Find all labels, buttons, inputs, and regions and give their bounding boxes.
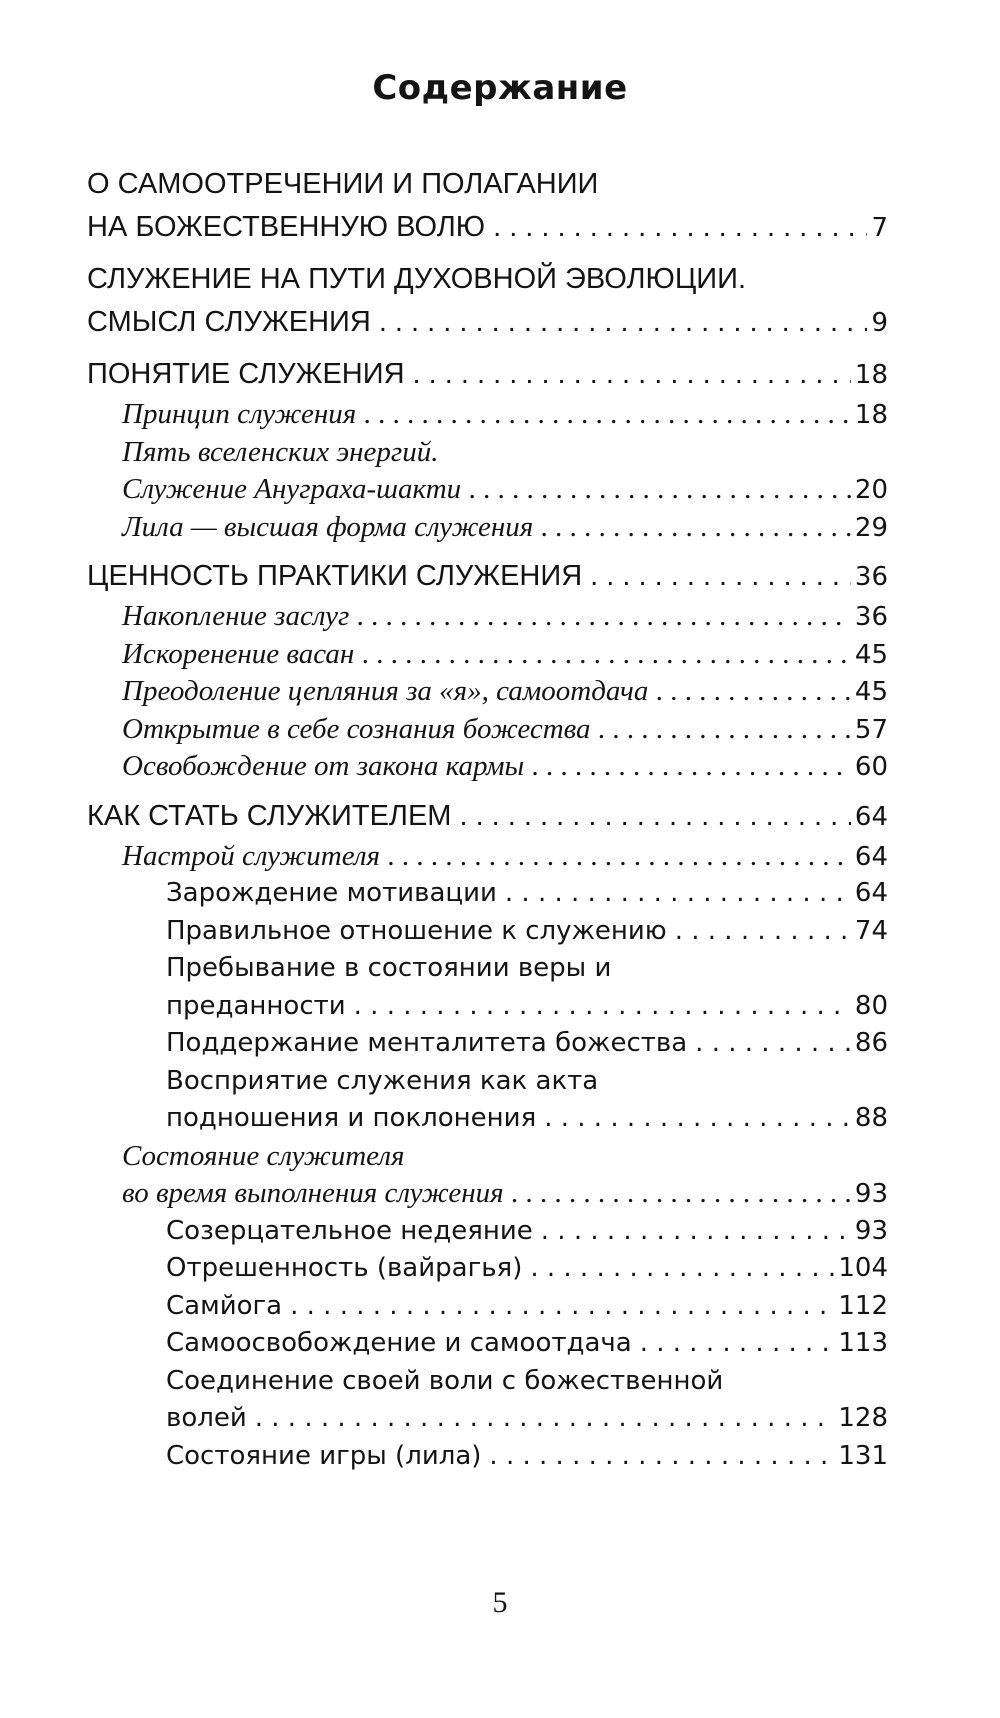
toc-entry-line xyxy=(166,1438,888,1476)
toc-entry[interactable] xyxy=(122,673,888,711)
toc-entry[interactable] xyxy=(87,795,888,838)
toc-entry-title: Лила — высшая форма служения xyxy=(122,510,534,543)
toc-entry-line xyxy=(87,163,888,206)
toc-entry-line xyxy=(122,598,888,636)
toc-entry-line xyxy=(122,711,888,749)
toc-page-number: 36 xyxy=(854,562,888,592)
toc-entry-title: во время выполнения служения xyxy=(122,1177,504,1209)
toc-entry-title: Настрой служителя xyxy=(122,839,380,872)
toc-entry-title: Пребывание в состоянии веры и xyxy=(166,953,612,983)
toc-page-number: 112 xyxy=(838,1290,888,1321)
toc-entry-line xyxy=(122,838,888,876)
toc-page-number: 45 xyxy=(854,639,888,670)
toc-page-number: 93 xyxy=(854,1215,888,1246)
toc-page-number: 18 xyxy=(854,360,888,390)
toc-entry-line xyxy=(122,748,888,786)
toc-entry-title: Поддержание менталитета божества xyxy=(166,1028,688,1058)
toc-page-number: 29 xyxy=(854,512,888,543)
toc-entry[interactable] xyxy=(122,711,888,749)
dot-leader xyxy=(354,988,851,1026)
toc-entry-title: Самоосвобождение и самоотдача xyxy=(166,1328,632,1358)
toc-entry-title: Искоренение васан xyxy=(122,637,355,670)
toc-page-number: 64 xyxy=(854,801,888,832)
dot-leader xyxy=(255,1400,835,1438)
toc-entry[interactable] xyxy=(166,1250,888,1288)
toc-entry-title: ПОНЯТИЕ СЛУЖЕНИЯ xyxy=(87,358,405,390)
toc-entry-title: подношения и поклонения xyxy=(166,1103,537,1133)
toc-page-number: 45 xyxy=(854,677,888,707)
dot-leader xyxy=(541,1213,851,1251)
toc-entry-line xyxy=(166,1063,888,1101)
dot-leader xyxy=(530,1250,834,1288)
toc-page-number: 74 xyxy=(854,915,888,946)
dot-leader xyxy=(388,838,851,876)
dot-leader xyxy=(599,711,851,749)
dot-leader xyxy=(532,748,851,786)
toc-entry[interactable] xyxy=(166,1325,888,1363)
dot-leader xyxy=(290,1288,834,1326)
toc-entry-title: Служение Ануграха-шакти xyxy=(122,473,462,505)
toc-entry-title: Созерцательное недеяние xyxy=(166,1215,533,1246)
toc-entry[interactable] xyxy=(166,913,888,951)
toc-entry-line xyxy=(166,1363,888,1401)
toc-entry-title: Зарождение мотивации xyxy=(166,878,497,908)
dot-leader xyxy=(544,1100,851,1138)
toc-entry[interactable] xyxy=(166,1438,888,1476)
toc-entry-line xyxy=(166,1100,888,1138)
toc-entry-line xyxy=(166,913,888,951)
toc-entry-title: Освобождение от закона кармы xyxy=(122,750,525,782)
toc-page-number: 20 xyxy=(854,475,888,505)
toc-page-number: 80 xyxy=(854,990,888,1021)
toc-entry-line xyxy=(122,434,888,472)
toc-page-number: 36 xyxy=(854,602,888,632)
dot-leader xyxy=(505,875,851,913)
toc-entry[interactable] xyxy=(87,555,888,598)
dot-leader xyxy=(656,673,851,711)
toc-entry-title: СМЫСЛ СЛУЖЕНИЯ xyxy=(87,306,371,338)
toc-entry-title: преданности xyxy=(166,990,346,1021)
dot-leader xyxy=(379,301,868,344)
toc-entry-line xyxy=(166,1400,888,1438)
toc-page-number: 18 xyxy=(854,400,888,430)
toc-page-number: 64 xyxy=(854,878,888,908)
toc-entry-title: Восприятие служения как акта xyxy=(166,1065,599,1096)
dot-leader xyxy=(640,1325,835,1363)
toc-page-number: 93 xyxy=(854,1179,888,1209)
dot-leader xyxy=(512,1175,851,1213)
toc-entry[interactable] xyxy=(122,509,888,547)
toc-entry-line xyxy=(166,988,888,1026)
toc-entry-title: Отрешенность (вайрагья) xyxy=(166,1253,523,1283)
toc-entry-title: Преодоление цепляния за «я», самоотдача xyxy=(122,675,649,707)
toc-entry-line xyxy=(87,795,888,838)
toc-entry-title: Состояние игры (лила) xyxy=(166,1440,482,1471)
toc-page-number: 113 xyxy=(838,1328,888,1358)
dot-leader xyxy=(364,396,851,434)
toc-entry[interactable] xyxy=(122,434,888,509)
dot-leader xyxy=(469,471,851,509)
toc-entry-title: волей xyxy=(166,1403,247,1433)
toc-page-number: 7 xyxy=(871,213,888,243)
toc-entry-line xyxy=(122,1175,888,1213)
dot-leader xyxy=(362,636,851,674)
dot-leader xyxy=(590,555,851,598)
toc-entry-title: НА БОЖЕСТВЕННУЮ ВОЛЮ xyxy=(87,211,486,243)
toc-entry-title: О САМООТРЕЧЕНИИ И ПОЛАГАНИИ xyxy=(87,168,599,200)
toc-page-number: 104 xyxy=(838,1253,888,1283)
toc-entry[interactable] xyxy=(166,950,888,1025)
toc-entry-title: Накопление заслуг xyxy=(122,600,350,632)
toc-entry-title: Самйога xyxy=(166,1290,283,1321)
toc-entry[interactable] xyxy=(122,748,888,786)
dot-leader xyxy=(541,509,851,547)
toc-entry-line xyxy=(87,206,888,249)
toc-page-number: 60 xyxy=(854,752,888,782)
toc-page-number: 128 xyxy=(838,1403,888,1433)
toc-entry[interactable] xyxy=(166,875,888,913)
toc-page-number: 64 xyxy=(854,841,888,872)
toc-entry-title: Правильное отношение к служению xyxy=(166,915,667,946)
dot-leader xyxy=(413,353,851,396)
toc-entry-line xyxy=(122,673,888,711)
toc-entry-title: СЛУЖЕНИЕ НА ПУТИ ДУХОВНОЙ ЭВОЛЮЦИИ. xyxy=(87,263,747,295)
page-title: Содержание xyxy=(372,68,628,108)
toc-entry-title: Пять вселенских энергий. xyxy=(122,435,439,468)
toc-entry[interactable] xyxy=(166,1213,888,1251)
toc-entry[interactable] xyxy=(122,598,888,636)
toc-entry-line xyxy=(122,636,888,674)
toc-page-number: 88 xyxy=(854,1103,888,1133)
toc-entry[interactable] xyxy=(166,1363,888,1438)
toc-page-number: 57 xyxy=(854,714,888,745)
toc-entry-title: Состояние служителя xyxy=(122,1139,405,1172)
toc-entry[interactable] xyxy=(166,1025,888,1063)
toc-entry[interactable] xyxy=(87,258,888,344)
toc-entry[interactable] xyxy=(122,636,888,674)
toc-page-number: 131 xyxy=(838,1440,888,1471)
toc-entry[interactable] xyxy=(122,838,888,876)
toc-entry-title: КАК СТАТЬ СЛУЖИТЕЛЕМ xyxy=(87,799,452,832)
toc-entry[interactable] xyxy=(87,163,888,249)
toc-entry-line xyxy=(166,1250,888,1288)
dot-leader xyxy=(493,206,867,249)
toc-entry-line xyxy=(87,555,888,598)
page-number: 5 xyxy=(492,1586,508,1619)
toc-entry-title: Принцип служения xyxy=(122,398,357,430)
toc-entry[interactable] xyxy=(122,396,888,434)
dot-leader xyxy=(695,1025,851,1063)
toc-entry[interactable] xyxy=(166,1063,888,1138)
toc-entry-line xyxy=(166,1025,888,1063)
toc-entry-title: Открытие в себе сознания божества xyxy=(122,712,591,745)
toc-entry-line xyxy=(122,396,888,434)
toc-entry[interactable] xyxy=(87,353,888,396)
toc-entry-line xyxy=(87,258,888,301)
dot-leader xyxy=(459,795,850,838)
toc-entry-line xyxy=(166,1288,888,1326)
toc-entry-line xyxy=(87,353,888,396)
toc-entry-line xyxy=(166,950,888,988)
toc-entry-title: Соединение своей воли с божественной xyxy=(166,1365,724,1396)
toc-entry-line xyxy=(166,1213,888,1251)
dot-leader xyxy=(675,913,851,951)
toc-entry[interactable] xyxy=(166,1288,888,1326)
toc-entry-line xyxy=(122,1138,888,1176)
dot-leader xyxy=(489,1438,834,1476)
dot-leader xyxy=(357,598,851,636)
toc-entry-line xyxy=(122,471,888,509)
toc-page-number: 9 xyxy=(871,308,888,338)
toc-entry-line xyxy=(122,509,888,547)
toc-entry-line xyxy=(166,875,888,913)
toc-entry-line xyxy=(87,301,888,344)
toc-page-number: 86 xyxy=(854,1028,888,1058)
toc-entry-title: ЦЕННОСТЬ ПРАКТИКИ СЛУЖЕНИЯ xyxy=(87,560,583,592)
toc-entry-line xyxy=(166,1325,888,1363)
toc-entry[interactable] xyxy=(122,1138,888,1213)
